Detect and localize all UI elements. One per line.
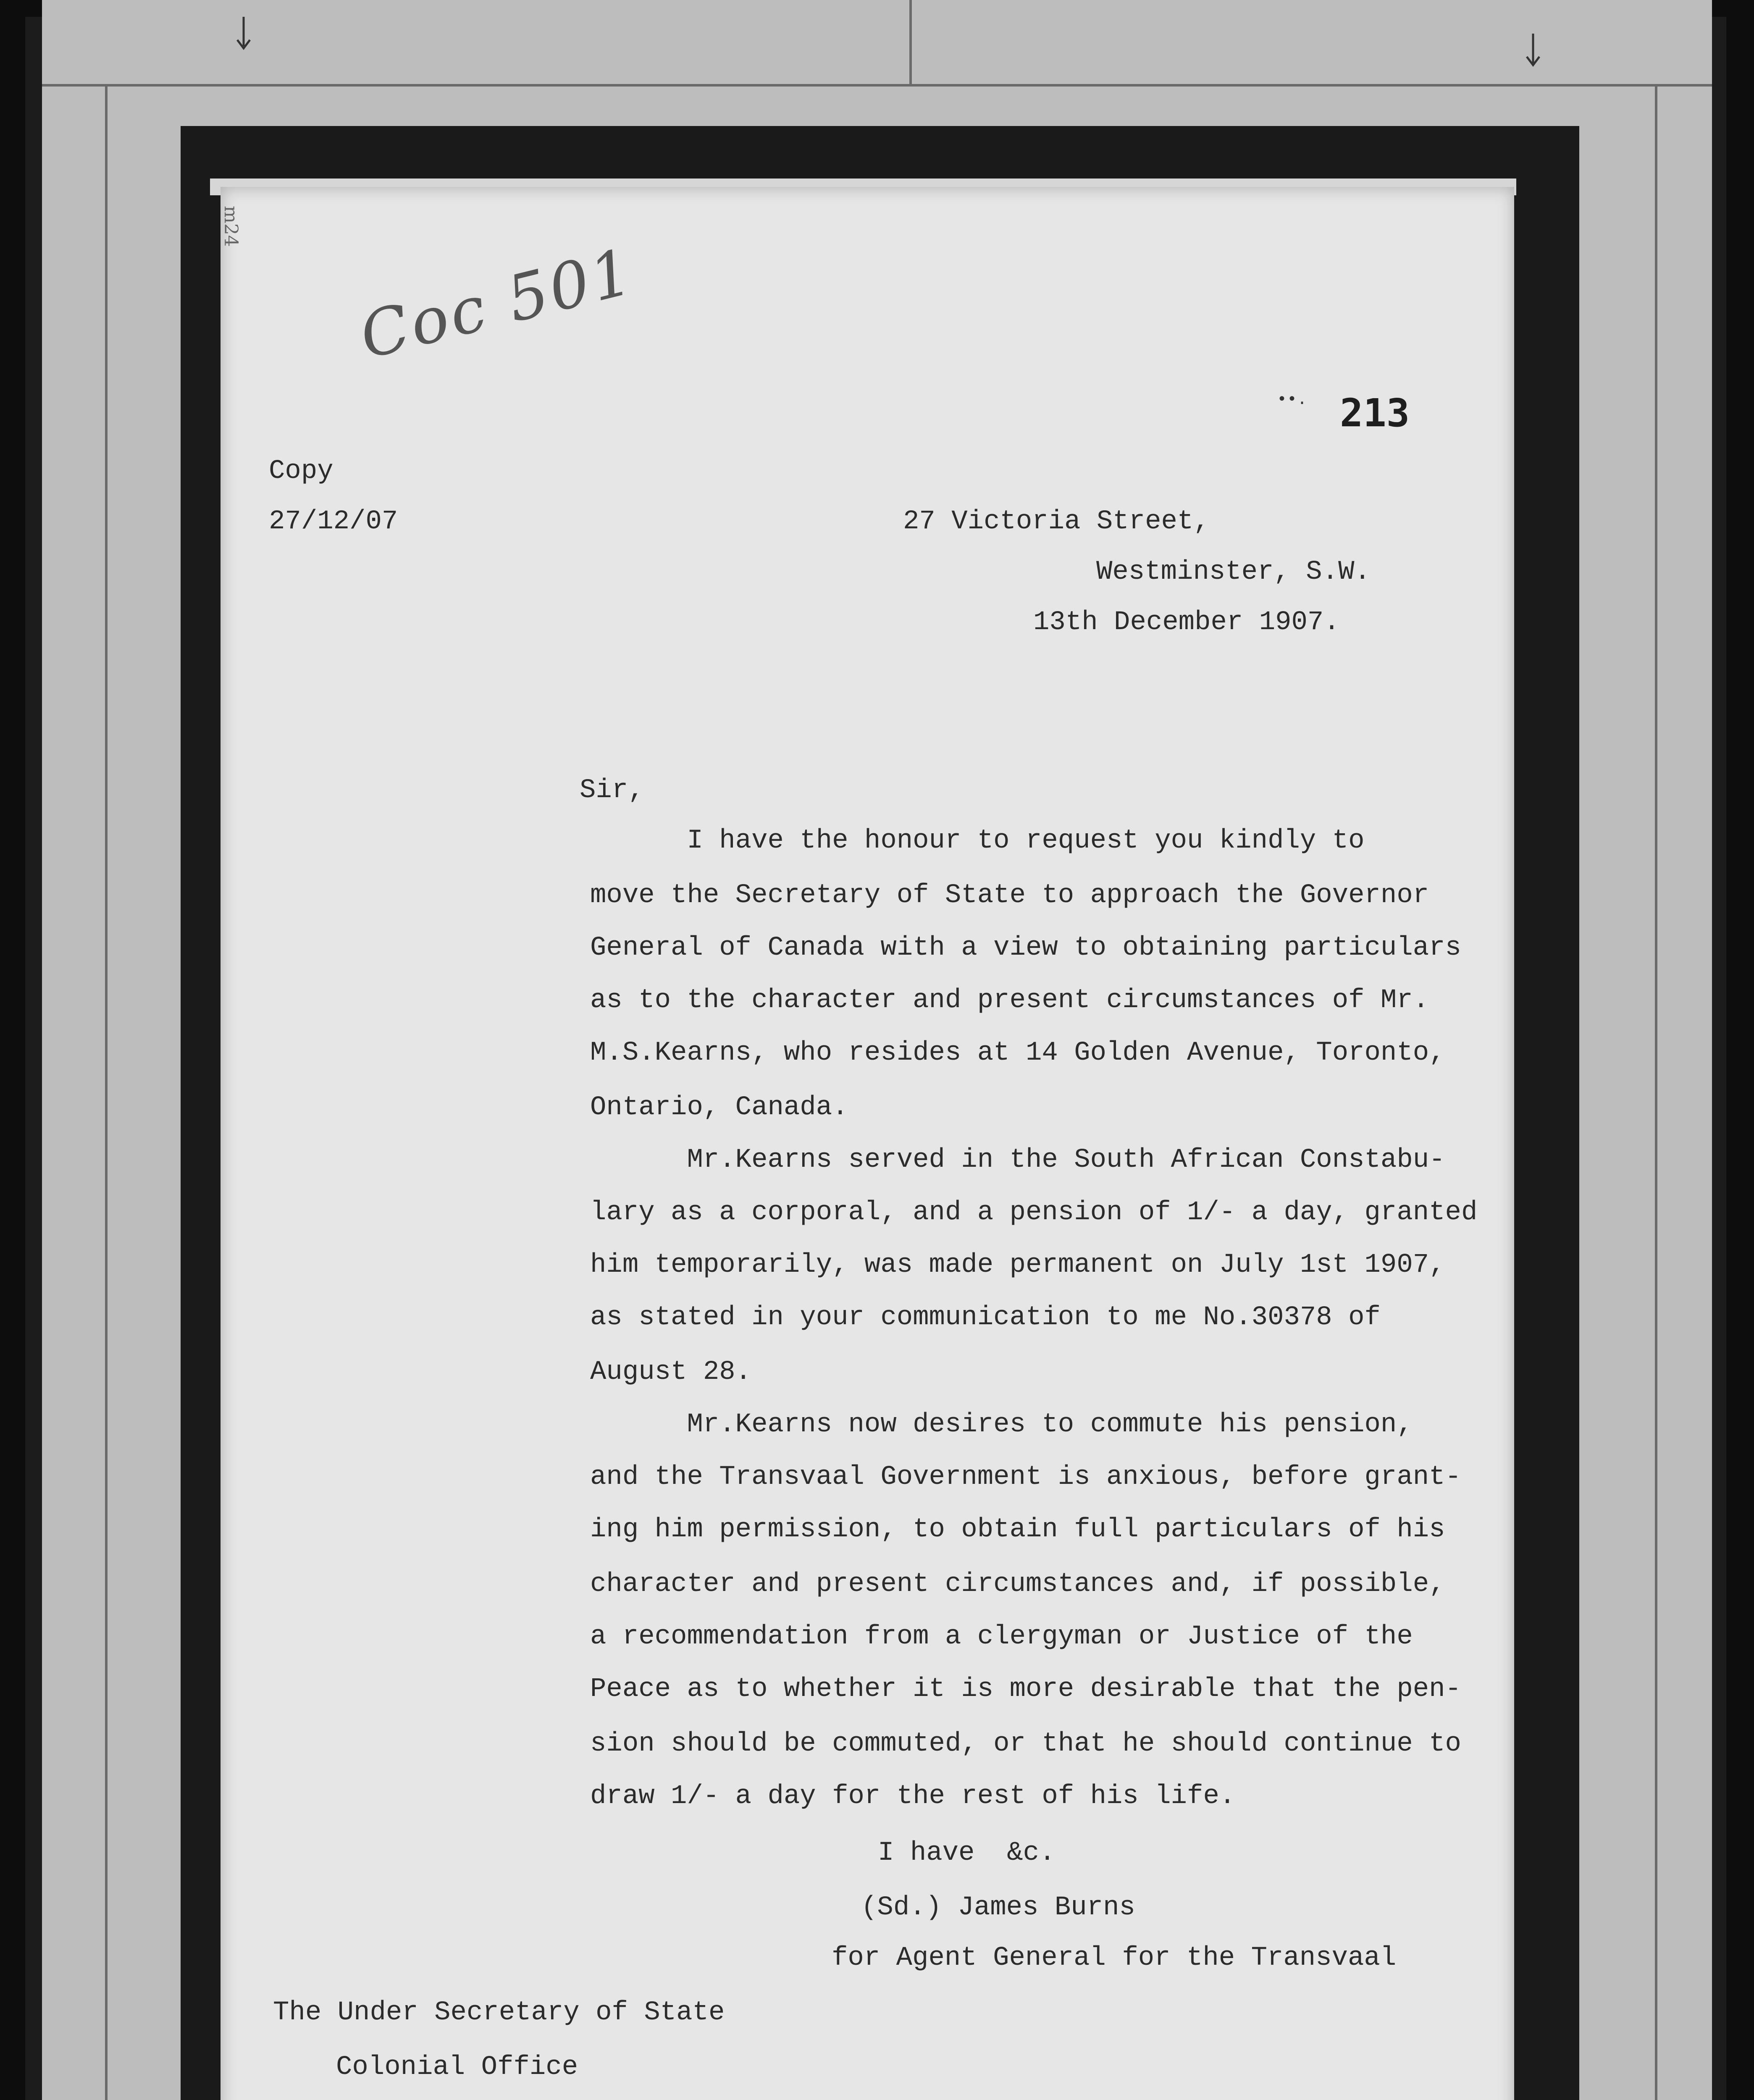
body-line: General of Canada with a view to obtaining particulars <box>590 933 1461 963</box>
body-line: I have the honour to request you kindly to <box>590 826 1365 856</box>
copy-date: 27/12/07 <box>269 507 398 537</box>
body-line: Mr.Kearns now desires to commute his pension, <box>590 1410 1413 1440</box>
body-line: Peace as to whether it is more desirable that the pen- <box>590 1674 1461 1704</box>
body-line: as to the character and present circumstances of Mr. <box>590 985 1429 1016</box>
mount-rule-right <box>1655 84 1657 2100</box>
body-line: Ontario, Canada. <box>590 1092 848 1123</box>
recipient-line-1: The Under Secretary of State <box>273 1998 725 2028</box>
letter-page <box>221 187 1514 2100</box>
body-line: ing him permission, to obtain full particulars of his <box>590 1515 1445 1545</box>
body-line: August 28. <box>590 1357 752 1387</box>
body-line: a recommendation from a clergyman or Justice of the <box>590 1622 1413 1652</box>
arrow-down-icon <box>1525 34 1541 67</box>
page-number-prefix: ••. <box>1277 391 1308 410</box>
body-line: lary as a corporal, and a pension of 1/- a day, granted <box>590 1197 1478 1228</box>
body-line: M.S.Kearns, who resides at 14 Golden Avenue, Toronto, <box>590 1038 1445 1068</box>
copy-label: Copy <box>269 456 333 486</box>
mount-rule-top <box>42 84 1712 87</box>
body-line: draw 1/- a day for the rest of his life. <box>590 1781 1236 1811</box>
body-line: him temporarily, was made permanent on July 1st 1907, <box>590 1250 1445 1280</box>
body-line: sion should be commuted, or that he should continue to <box>590 1729 1461 1759</box>
mount-rule-vertical <box>909 0 912 84</box>
sender-address-line-2: Westminster, S.W. <box>1096 557 1371 587</box>
page-number: 213 <box>1340 391 1410 436</box>
body-line: character and present circumstances and, if possible, <box>590 1569 1445 1599</box>
recipient-line-2: Colonial Office <box>336 2052 578 2082</box>
pencil-mark: m24 <box>220 206 242 247</box>
body-line: move the Secretary of State to approach the Governor <box>590 880 1429 911</box>
mount-rule-left <box>105 84 108 2100</box>
letter-date: 13th December 1907. <box>1033 607 1340 638</box>
signature-title: for Agent General for the Transvaal <box>832 1943 1397 1973</box>
arrow-down-icon <box>235 17 252 50</box>
signature: (Sd.) James Burns <box>861 1893 1135 1923</box>
sender-address-line-1: 27 Victoria Street, <box>903 507 1210 537</box>
body-line: and the Transvaal Government is anxious, before grant- <box>590 1462 1461 1492</box>
body-line: as stated in your communication to me No.30378 of <box>590 1302 1381 1333</box>
body-line: Mr.Kearns served in the South African Constabu- <box>590 1145 1445 1175</box>
handwritten-file-note: Coc 501 <box>353 235 642 373</box>
salutation: Sir, <box>580 775 644 806</box>
closing: I have &c. <box>878 1838 1056 1868</box>
